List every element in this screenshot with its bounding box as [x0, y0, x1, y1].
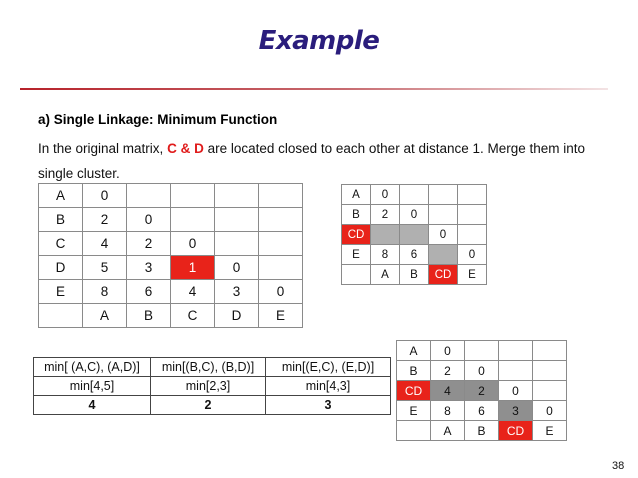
matrix-cell [458, 205, 487, 225]
matrix-cell: 3 [127, 256, 171, 280]
matrix-cell [400, 185, 429, 205]
matrix-cell: 0 [171, 232, 215, 256]
matrix-row [397, 401, 567, 421]
row-label: A [39, 184, 83, 208]
matrix-cell: 2 [371, 205, 400, 225]
matrix-cell: 0 [371, 185, 400, 205]
row-label: A [397, 341, 431, 361]
row-label: A [342, 185, 371, 205]
row-label: E [342, 245, 371, 265]
description-text-end: are located closed to each other at distance 1. Merge them into single cluster. [38, 141, 586, 181]
matrix-row [342, 225, 487, 245]
title-divider [20, 88, 608, 90]
matrix-corner [39, 304, 83, 328]
matrix-cell: 0 [259, 280, 303, 304]
row-label: E [39, 280, 83, 304]
matrix-cell [171, 208, 215, 232]
original-distance-matrix [38, 183, 303, 328]
pending-cell [429, 245, 458, 265]
matrix-row [397, 381, 567, 401]
minimum-distance-cell: 1 [171, 256, 215, 280]
matrix-row [342, 185, 487, 205]
matrix-cell: 8 [83, 280, 127, 304]
matrix-cell: 2 [83, 208, 127, 232]
matrix-cell: 0 [400, 205, 429, 225]
matrix-cell: 0 [127, 208, 171, 232]
matrix-row [342, 205, 487, 225]
matrix-cell [215, 232, 259, 256]
column-label: D [215, 304, 259, 328]
matrix-cell [171, 184, 215, 208]
cluster-row-label: CD [397, 381, 431, 401]
matrix-cell: 0 [429, 225, 458, 245]
pending-cell [371, 225, 400, 245]
computation-row [34, 377, 391, 396]
computation-cell: min[4,3] [266, 377, 391, 396]
column-label: E [533, 421, 567, 441]
computation-cell: min[(B,C), (B,D)] [151, 358, 266, 377]
column-label-row [342, 265, 487, 285]
matrix-row [39, 280, 303, 304]
matrix-cell: 2 [431, 361, 465, 381]
computed-cell: 2 [465, 381, 499, 401]
matrix-corner [342, 265, 371, 285]
page-number: 38 [612, 460, 625, 472]
column-label-row [39, 304, 303, 328]
matrix-cell [533, 381, 567, 401]
column-label: B [465, 421, 499, 441]
matrix-cell [259, 232, 303, 256]
result-cell: 2 [151, 396, 266, 415]
cluster-row-label: CD [342, 225, 371, 245]
description-paragraph [38, 136, 598, 186]
matrix-cell: 6 [127, 280, 171, 304]
matrix-cell [429, 185, 458, 205]
matrix-cell [259, 184, 303, 208]
matrix-cell: 8 [371, 245, 400, 265]
merged-matrix-pending [341, 184, 487, 285]
row-label: D [39, 256, 83, 280]
matrix-cell: 6 [465, 401, 499, 421]
matrix-cell: 0 [533, 401, 567, 421]
matrix-cell [499, 341, 533, 361]
matrix-cell: 0 [215, 256, 259, 280]
matrix-cell: 0 [458, 245, 487, 265]
matrix-row [342, 245, 487, 265]
computation-row [34, 358, 391, 377]
computation-cell: min[ (A,C), (A,D)] [34, 358, 151, 377]
computed-cell: 3 [499, 401, 533, 421]
column-label-row [397, 421, 567, 441]
slide-title: Example [258, 26, 380, 56]
column-label: B [127, 304, 171, 328]
column-label: A [371, 265, 400, 285]
matrix-cell: 2 [127, 232, 171, 256]
result-row [34, 396, 391, 415]
matrix-row [397, 361, 567, 381]
matrix-cell: 5 [83, 256, 127, 280]
matrix-cell [259, 256, 303, 280]
column-label: A [431, 421, 465, 441]
computation-cell: min[2,3] [151, 377, 266, 396]
matrix-cell [499, 361, 533, 381]
row-label: B [397, 361, 431, 381]
pending-cell [400, 225, 429, 245]
row-label: B [39, 208, 83, 232]
matrix-cell: 4 [171, 280, 215, 304]
matrix-cell: 0 [83, 184, 127, 208]
matrix-row [39, 256, 303, 280]
section-heading: a) Single Linkage: Minimum Function [38, 112, 278, 127]
column-label: A [83, 304, 127, 328]
cluster-column-label: CD [429, 265, 458, 285]
matrix-cell: 6 [400, 245, 429, 265]
matrix-cell [465, 341, 499, 361]
result-cell: 4 [34, 396, 151, 415]
matrix-corner [397, 421, 431, 441]
row-label: C [39, 232, 83, 256]
computed-cell: 4 [431, 381, 465, 401]
matrix-cell: 0 [431, 341, 465, 361]
matrix-cell: 0 [465, 361, 499, 381]
minimum-computation-table [33, 357, 391, 415]
merged-matrix-result [396, 340, 567, 441]
matrix-cell: 8 [431, 401, 465, 421]
matrix-cell: 3 [215, 280, 259, 304]
matrix-cell [533, 361, 567, 381]
highlight-pair: C & D [167, 141, 204, 156]
result-cell: 3 [266, 396, 391, 415]
matrix-cell [458, 185, 487, 205]
cluster-column-label: CD [499, 421, 533, 441]
description-text-start: In the original matrix, [38, 141, 168, 156]
matrix-row [39, 232, 303, 256]
matrix-cell [215, 184, 259, 208]
matrix-cell [429, 205, 458, 225]
matrix-cell: 0 [499, 381, 533, 401]
matrix-cell [127, 184, 171, 208]
computation-cell: min[4,5] [34, 377, 151, 396]
matrix-cell [458, 225, 487, 245]
matrix-row [39, 208, 303, 232]
column-label: E [458, 265, 487, 285]
matrix-cell [215, 208, 259, 232]
row-label: B [342, 205, 371, 225]
column-label: B [400, 265, 429, 285]
computation-cell: min[(E,C), (E,D)] [266, 358, 391, 377]
row-label: E [397, 401, 431, 421]
matrix-cell: 4 [83, 232, 127, 256]
column-label: C [171, 304, 215, 328]
matrix-cell [533, 341, 567, 361]
matrix-cell [259, 208, 303, 232]
column-label: E [259, 304, 303, 328]
matrix-row [39, 184, 303, 208]
matrix-row [397, 341, 567, 361]
